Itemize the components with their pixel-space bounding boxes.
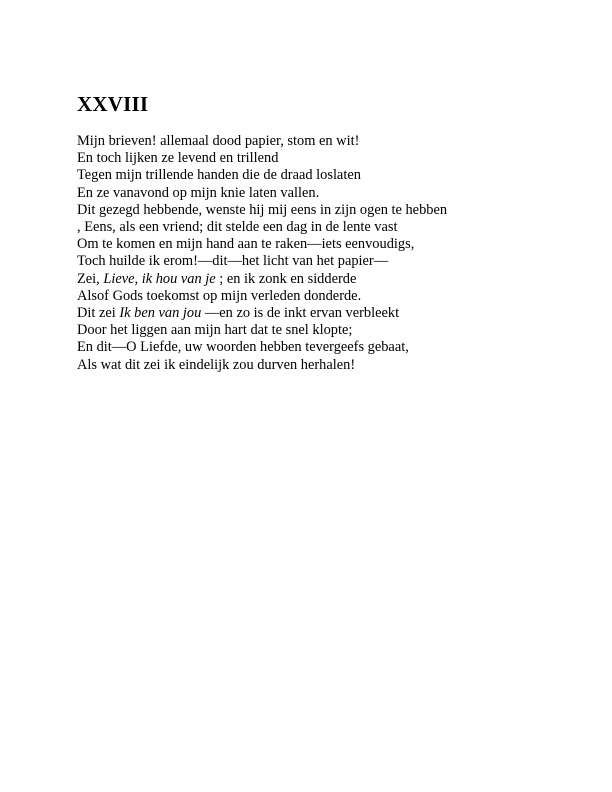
poem-line: Zei, Lieve, ik hou van je ; en ik zonk en sidderde bbox=[77, 270, 357, 287]
poem-line: Dit gezegd hebbende, wenste hij mij eens in zijn ogen te hebben bbox=[77, 201, 448, 218]
poem-line: En ze vanavond op mijn knie laten vallen. bbox=[77, 184, 320, 201]
poem-title: XXVIII bbox=[77, 92, 149, 116]
poem-line: , Eens, als een vriend; dit stelde een dag in de lente vast bbox=[77, 219, 398, 236]
poem-line: En toch lijken ze levend en trillend bbox=[77, 150, 279, 167]
poem-lines bbox=[77, 133, 577, 374]
poem-line: Tegen mijn trillende handen die de draad loslaten bbox=[77, 167, 361, 184]
italic-phrase: Ik ben van jou bbox=[119, 305, 202, 322]
poem bbox=[77, 92, 577, 374]
italic-phrase: Lieve, ik hou van je bbox=[103, 270, 216, 287]
poem-line: Door het liggen aan mijn hart dat te snel klopte; bbox=[77, 322, 353, 339]
poem-line: Dit zei Ik ben van jou —en zo is de inkt ervan verbleekt bbox=[77, 305, 400, 322]
poem-line: Als wat dit zei ik eindelijk zou durven herhalen! bbox=[77, 356, 356, 373]
poem-line: Om te komen en mijn hand aan te raken—iets eenvoudigs, bbox=[77, 236, 415, 253]
poem-line: Alsof Gods toekomst op mijn verleden donderde. bbox=[77, 287, 362, 304]
poem-line: Mijn brieven! allemaal dood papier, stom en wit! bbox=[77, 133, 360, 149]
poem-line: Toch huilde ik erom!—dit—het licht van het papier— bbox=[77, 253, 389, 270]
poem-line: En dit—O Liefde, uw woorden hebben tevergeefs gebaat, bbox=[77, 339, 409, 356]
